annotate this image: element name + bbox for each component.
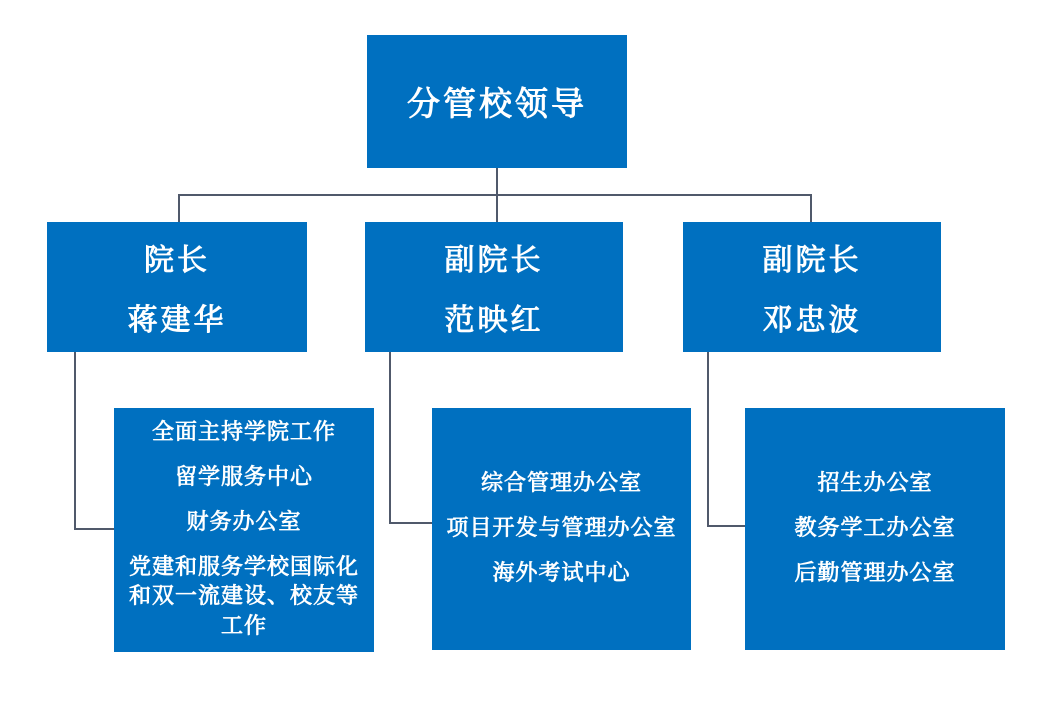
school-leadership-label: 分管校领导 (407, 84, 587, 123)
duty-item: 后勤管理办公室 (794, 560, 956, 586)
connector-vice1-duties-h (389, 522, 432, 524)
duty-item: 财务办公室 (186, 509, 302, 535)
duty-item: 教务学工办公室 (794, 516, 956, 542)
duty-item: 招生办公室 (817, 471, 933, 497)
duty-item: 综合管理办公室 (480, 471, 642, 497)
box-school-leadership (367, 35, 627, 168)
duty-item: 留学服务中心 (174, 465, 313, 491)
connector-drop-dean (178, 194, 180, 222)
vice-dean-2-role-label: 副院长 (762, 243, 862, 278)
duty-item: 党建和服务学校国际化和双一流建设、校友等工作 (128, 554, 359, 639)
dean-name-label: 蒋建华 (127, 303, 227, 338)
duty-item: 项目开发与管理办公室 (446, 516, 677, 542)
connector-dean-duties-h (74, 528, 114, 530)
dean-role-label: 院长 (144, 243, 210, 278)
connector-vice2-duties-v (707, 352, 709, 527)
box-dean (47, 222, 307, 352)
vice-dean-1-name-label: 范映红 (444, 303, 544, 338)
connector-vice2-duties-h (707, 525, 745, 527)
duty-item: 海外考试中心 (492, 560, 631, 586)
connector-vice1-duties-v (389, 352, 391, 524)
box-dean-duties (114, 408, 374, 652)
connector-level2-rail (178, 194, 812, 196)
connector-dean-duties-v (74, 352, 76, 530)
box-vice-dean-2 (683, 222, 941, 352)
box-vice-dean-1-duties (432, 408, 691, 650)
connector-drop-vice-dean-2 (810, 194, 812, 222)
duty-item: 全面主持学院工作 (151, 420, 336, 446)
box-vice-dean-1 (365, 222, 623, 352)
vice-dean-2-name-label: 邓忠波 (762, 303, 862, 338)
vice-dean-1-role-label: 副院长 (444, 243, 544, 278)
box-vice-dean-2-duties (745, 408, 1005, 650)
